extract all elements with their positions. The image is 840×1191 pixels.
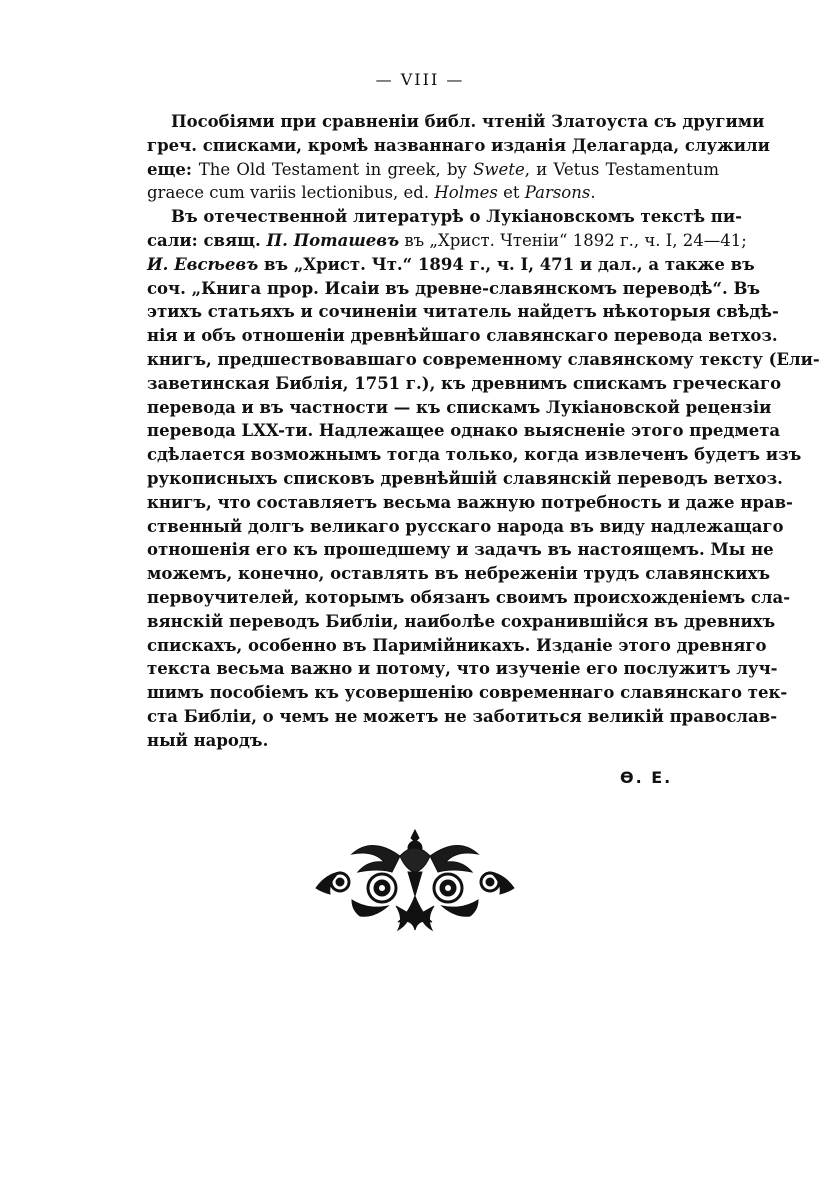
text-line [147,681,788,705]
page-number: — VIII — [375,70,465,89]
text-run: перевода LXX-ти. Надлежащее однако выясненіе этого предмета [147,421,781,441]
text-run: перевода и въ частности — къ спискамъ Лукіановской рецензіи [147,397,772,417]
text-line [147,491,793,515]
text-line [147,134,770,158]
text-run: первоучителей, которымъ обязанъ своимъ происхожденіемъ сла- [147,587,791,607]
text-line [147,443,802,467]
text-run: сдѣлается возможнымъ тогда только, когда извлеченъ будетъ изъ [147,445,802,465]
text-run: ственный долгъ великаго русскаго народа въ виду надлежащаго [147,516,784,536]
text-run: graece cum variis lectionibus, ed. [147,183,435,203]
text-run: вянскій переводъ Библіи, наиболѣе сохранившійся въ древнихъ [147,611,776,631]
text-line [147,372,782,396]
text-run: Въ отечественной литературѣ о Лукіановскомъ текстѣ пи- [171,207,742,227]
text-line [147,586,791,610]
text-run: заветинская Библія, 1751 г.), къ древнимъ спискамъ греческаго [147,373,782,393]
text-run: Parsons [524,183,591,203]
text-line [147,205,742,229]
text-line [147,158,719,182]
text-line [147,324,778,348]
text-line [147,634,767,658]
text-line [147,419,781,443]
text-line [147,229,747,253]
text-run: этихъ статьяхъ и сочиненіи читатель найдетъ нѣкоторыя свѣдѣ- [147,302,779,322]
text-line [147,181,719,205]
text-run: соч. „Книга прор. Исаіи въ древне-славянскомъ переводѣ“. Въ [147,278,761,298]
decorative-vignette-icon [312,826,518,936]
text-run: П. Поташевъ [266,230,400,250]
text-run: The Old Testament in greek, by [198,159,474,179]
text-run: въ „Христ. Чтеніи“ 1892 г., ч. I, 24—41; [399,230,747,250]
text-line [147,396,772,420]
text-run: ный народъ. [147,730,269,750]
text-run: Пособіями при сравненіи библ. чтеній Златоуста съ другими [171,112,765,131]
text-run: ста Библіи, о чемъ не можетъ не заботиться великій православ- [147,706,778,726]
text-line [147,253,755,277]
text-line [147,657,778,681]
text-run: шимъ пособіемъ къ усовершенію современнаго славянскаго тек- [147,683,788,703]
text-line [147,729,719,753]
signature: Ѳ. Е. [620,768,673,787]
text-run: И. Евсѣевъ [147,254,259,274]
text-run: въ „Христ. Чт.“ 1894 г., ч. I, 471 и дал., а также въ [258,254,755,274]
text-run: . [590,183,596,203]
text-line [147,110,765,134]
text-run: спискахъ, особенно въ Паримійникахъ. Изданіе этого древняго [147,635,767,655]
text-run: отношенія его къ прошедшему и задачъ въ настоящемъ. Мы не [147,540,774,560]
text-line [147,705,778,729]
text-line [147,348,820,372]
text-run: книгъ, предшествовавшаго современному славянскому тексту (Ели- [147,349,820,369]
text-line [147,562,771,586]
text-run: et [497,183,525,203]
text-line [147,277,761,301]
text-run: можемъ, конечно, оставлять въ небреженіи трудъ славянскихъ [147,564,771,584]
text-line [147,610,776,634]
text-run: Holmes [434,183,498,203]
text-run: греч. списками, кромѣ названнаго изданія Делагарда, служили [147,135,770,155]
text-line [147,515,784,539]
text-run: Swete [473,159,525,179]
text-run: текста весьма важно и потому, что изученіе его послужитъ луч- [147,659,778,679]
text-line [147,467,783,491]
text-line [147,538,774,562]
text-run: рукописныхъ списковъ древнѣйшій славянскій переводъ ветхоз. [147,468,783,488]
text-run: еще: [147,159,199,179]
text-run: нія и объ отношеніи древнѣйшаго славянскаго перевода ветхоз. [147,326,778,346]
text-run: книгъ, что составляетъ весьма важную потребность и даже нрав- [147,492,793,512]
text-line [147,300,779,324]
text-run: сали: свящ. [147,230,267,250]
body-text [147,110,820,753]
text-run: , и Vetus Testamentum [524,159,719,179]
